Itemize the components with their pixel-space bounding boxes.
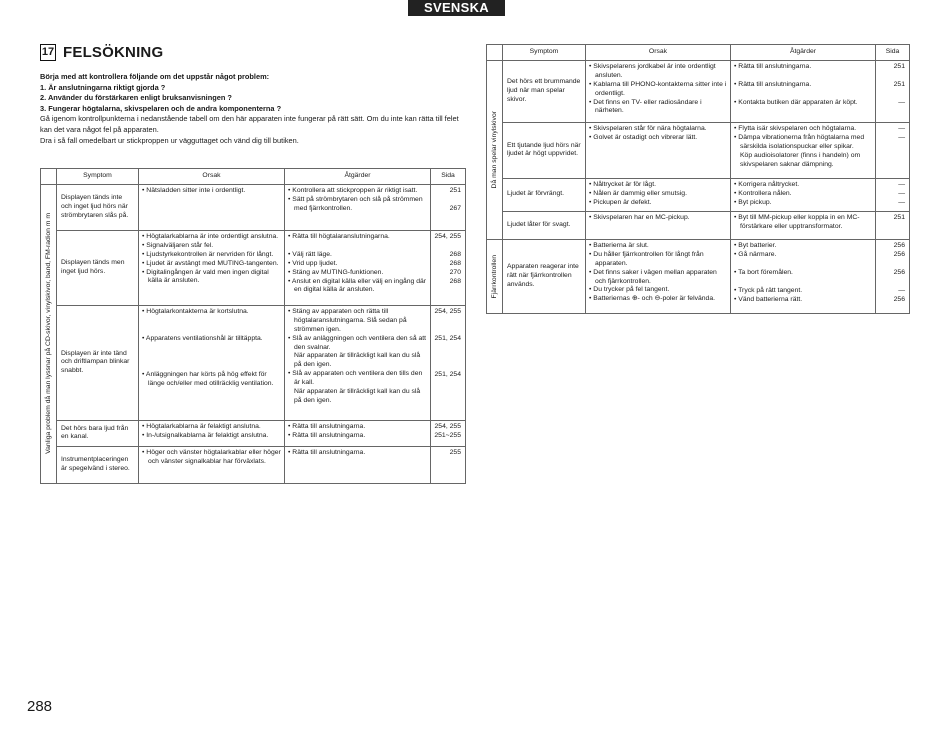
- language-tab: SVENSKA: [408, 0, 505, 16]
- measures-cell: • Byt till MM-pickup eller koppla in en MC-förstärkare eller upptransformator.: [731, 211, 876, 239]
- table-row: [487, 239, 910, 313]
- cause-cell: • Högtalarkablarna är inte ordentligt anslutna. • Signalväljaren står fel. • Ljudstyrkekontrollen är nervriden för långt. • Ljudet är avstängt med MUTING-tangenten. • Digitalingången är vald men ingen digital källa är ansluten.: [139, 230, 285, 305]
- symptom-cell: Det hörs ett brummande ljud när man spelar skivor.: [503, 60, 586, 122]
- table-row: [41, 230, 466, 305]
- symptom-cell: Apparaten reagerar inte rätt när fjärrkontrollen används.: [503, 239, 586, 313]
- section-number: 17: [40, 44, 56, 61]
- measures-cell: • Rätta till anslutningarna. • Rätta till anslutningarna.: [285, 420, 431, 446]
- cause-cell: • Batterierna är slut. • Du håller fjärrkontrollen för långt från apparaten. • Det finns saker i vägen mellan apparaten och fjärrkontrollen. • Du trycker på fel tangent. • Batteriernas ⊕- och ⊖-poler är felvända.: [586, 239, 731, 313]
- page-cell: 255: [431, 446, 466, 483]
- category-label: Då man spelar vinylskivor: [491, 111, 498, 189]
- symptom-cell: Displayen tänds inte och inget ljud hörs när strömbrytaren slås på.: [57, 184, 139, 230]
- measures-cell: • Rätta till anslutningarna. • Rätta till anslutningarna. • Kontakta butiken där apparaten är köpt.: [731, 60, 876, 122]
- symptom-cell: Ljudet låter för svagt.: [503, 211, 586, 239]
- header-measures: Åtgärder: [285, 169, 431, 185]
- cause-cell: • Nätsladden sitter inte i ordentligt.: [139, 184, 285, 230]
- table-row: [41, 184, 466, 230]
- cause-cell: • Högtalarkontakterna är kortslutna. • Apparatens ventilationshål är tilltäppta. • Anläggningen har körts på hög effekt för länge och/eller med otillräcklig ventilation.: [139, 305, 285, 420]
- intro-paragraph-1: Gå igenom kontrollpunkterna i nedanstående tabell om den här apparaten inte fungerar på rätt sätt. Om du inte kan rätta till felet kan det vara något fel på apparaten.: [40, 114, 459, 134]
- intro-lead: Börja med att kontrollera följande om det uppstår något problem:: [40, 72, 270, 81]
- cause-cell: • Högtalarkablarna är felaktigt anslutna. • In-/utsignalkablarna är felaktigt anslutna.: [139, 420, 285, 446]
- page-cell: 254, 255 251, 254 251, 254: [431, 305, 466, 420]
- header-blank: [41, 169, 57, 185]
- page-cell: 251: [876, 211, 910, 239]
- intro-question-1: 1. Är anslutningarna riktigt gjorda ?: [40, 82, 166, 92]
- symptom-cell: Ett tjutande ljud hörs när ljudet är högt uppvridet.: [503, 122, 586, 178]
- table-row: [41, 420, 466, 446]
- intro-paragraph-2: Dra i så fall omedelbart ur stickproppen ur vägguttaget och vänd dig till butiken.: [40, 135, 299, 145]
- category-cell: [41, 184, 57, 483]
- table-header-row: [487, 45, 910, 61]
- measures-cell: • Byt batterier. • Gå närmare. • Ta bort föremålen. • Tryck på rätt tangent. • Vänd batterierna rätt.: [731, 239, 876, 313]
- table-row: [41, 305, 466, 420]
- table-header-row: [41, 169, 466, 185]
- header-page: Sida: [876, 45, 910, 61]
- cause-cell: • Skivspelaren står för nära högtalarna. • Golvet är ostadigt och vibrerar lätt.: [586, 122, 731, 178]
- cause-cell: • Höger och vänster högtalarkablar eller höger och vänster signalkablar har förväxlats.: [139, 446, 285, 483]
- cause-cell: • Skivspelarens jordkabel är inte ordentligt ansluten. • Kablarna till PHONO-kontakterna sitter inte i ordentligt. • Det finns en TV- eller radiosändare i närheten.: [586, 60, 731, 122]
- symptom-cell: Displayen är inte tänd och driftlampan blinkar snabbt.: [57, 305, 139, 420]
- table-row: [487, 211, 910, 239]
- header-measures: Åtgärder: [731, 45, 876, 61]
- troubleshooting-table-right: [486, 44, 910, 314]
- header-cause: Orsak: [139, 169, 285, 185]
- symptom-cell: Displayen tänds men inget ljud hörs.: [57, 230, 139, 305]
- header-cause: Orsak: [586, 45, 731, 61]
- symptom-cell: Instrumentplaceringen är spegelvänd i stereo.: [57, 446, 139, 483]
- header-blank: [487, 45, 503, 61]
- measures-cell: • Flytta isär skivspelaren och högtalarna. • Dämpa vibrationerna från högtalarna med särskilda isolationspuckar eller spikar. Köp audioisolatorer (finns i handeln) om skivspelaren saknar dämpning.: [731, 122, 876, 178]
- page-cell: 256 256 256 — 256: [876, 239, 910, 313]
- page-cell: 251 267: [431, 184, 466, 230]
- page-cell: 254, 255 268 268 270 268: [431, 230, 466, 305]
- page-cell: 254, 255 251~255: [431, 420, 466, 446]
- measures-cell: • Korrigera nåltrycket. • Kontrollera nålen. • Byt pickup.: [731, 178, 876, 211]
- section-heading: [40, 44, 163, 61]
- category-cell: [487, 60, 503, 239]
- symptom-cell: Det hörs bara ljud från en kanal.: [57, 420, 139, 446]
- table-row: [487, 178, 910, 211]
- page-cell: — — —: [876, 178, 910, 211]
- header-page: Sida: [431, 169, 466, 185]
- symptom-cell: Ljudet är förvrängt.: [503, 178, 586, 211]
- page-cell: 251 251 —: [876, 60, 910, 122]
- troubleshooting-table-left: [40, 168, 466, 484]
- category-label: Vanliga problem då man lyssnar på CD-skivor, vinylskivor, band, FM-radion m m: [45, 213, 52, 455]
- category-label: Fjärrkontrollen: [491, 254, 498, 299]
- cause-cell: • Nåltrycket är för lågt. • Nålen är dammig eller smutsig. • Pickupen är defekt.: [586, 178, 731, 211]
- header-symptom: Symptom: [503, 45, 586, 61]
- cause-cell: • Skivspelaren har en MC-pickup.: [586, 211, 731, 239]
- section-title: FELSÖKNING: [63, 44, 164, 61]
- intro-question-2: 2. Använder du förstärkaren enligt bruksanvisningen ?: [40, 93, 232, 103]
- header-symptom: Symptom: [57, 169, 139, 185]
- intro-text: [40, 72, 468, 146]
- category-cell: [487, 239, 503, 313]
- table-row: [41, 446, 466, 483]
- page-cell: — —: [876, 122, 910, 178]
- measures-cell: • Rätta till högtalaranslutningarna. • Välj rätt läge. • Vrid upp ljudet. • Stäng av MUTING-funktionen. • Anslut en digital källa eller välj en ingång där en digital källa är ansluten.: [285, 230, 431, 305]
- intro-question-3: 3. Fungerar högtalarna, skivspelaren och de andra komponenterna ?: [40, 103, 282, 113]
- table-row: [487, 60, 910, 122]
- measures-cell: • Rätta till anslutningarna.: [285, 446, 431, 483]
- measures-cell: • Stäng av apparaten och rätta till högtalaranslutningarna. Slå sedan på strömmen igen. • Slå av anläggningen och ventilera den så att den svalnar. När apparaten är tillräckligt kall kan du slå på den igen. • Slå av apparaten och ventilera den tills den är kall. När apparaten är tillräckligt kall kan du slå på den igen.: [285, 305, 431, 420]
- page-number: 288: [27, 698, 53, 715]
- table-row: [487, 122, 910, 178]
- measures-cell: • Kontrollera att stickproppen är riktigt isatt. • Sätt på strömbrytaren och slå på strömmen med fjärrkontrollen.: [285, 184, 431, 230]
